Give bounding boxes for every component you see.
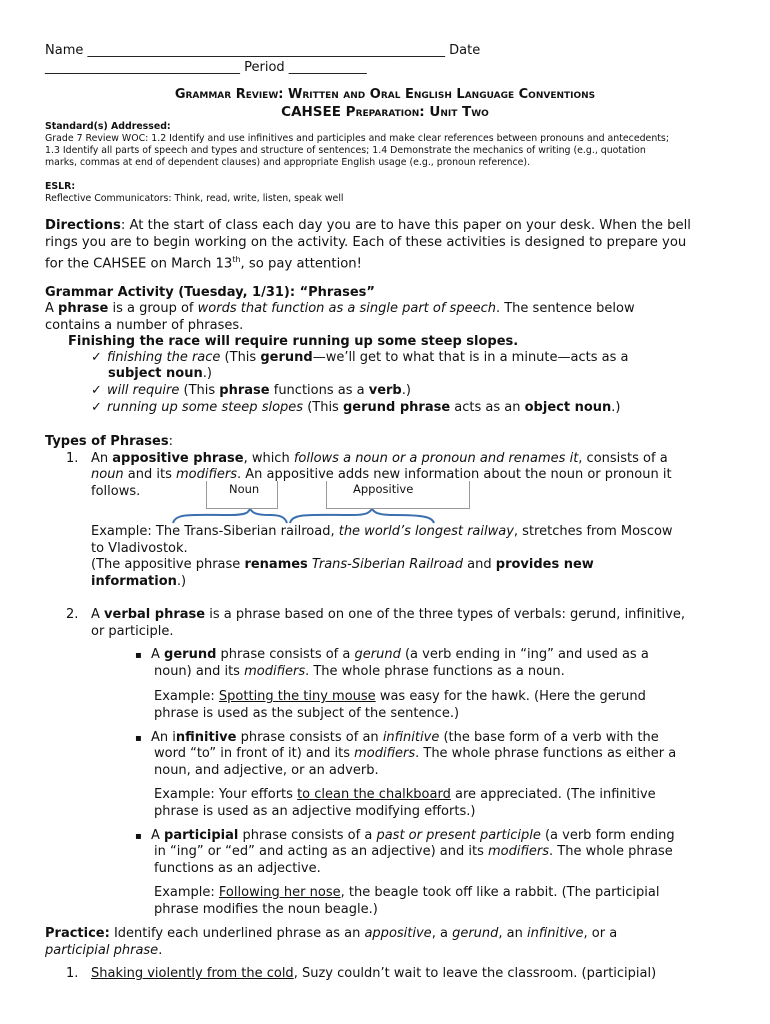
text: , consists of a bbox=[578, 451, 668, 466]
appositive-note bbox=[91, 556, 594, 573]
text: (This bbox=[220, 350, 261, 365]
check-icon: ✓ bbox=[91, 350, 102, 365]
verbal-line-2: or participle. bbox=[91, 624, 174, 639]
square-bullet-icon: ▪ bbox=[135, 831, 142, 842]
appositive-example-cont: to Vladivostok. bbox=[91, 541, 188, 556]
text: A bbox=[151, 828, 165, 843]
text: was easy for the hawk. (Here the gerund bbox=[375, 689, 646, 704]
practice-instructions bbox=[45, 925, 617, 942]
text: gerund phrase bbox=[342, 400, 451, 415]
phrase-definition-cont: contains a number of phrases. bbox=[45, 318, 244, 333]
directions-text: , so pay attention! bbox=[240, 256, 362, 272]
text: finishing the race bbox=[107, 350, 221, 365]
title-line-2: CAHSEE Preparation: Unit Two bbox=[281, 104, 489, 120]
phrase-definition bbox=[45, 300, 635, 317]
text: (a verb form ending bbox=[540, 828, 675, 843]
text: , Suzy couldn’t wait to leave the classroom. (participial) bbox=[293, 966, 657, 981]
gerund-example bbox=[154, 688, 646, 705]
text: verbal phrase bbox=[104, 607, 206, 622]
appositive-line-1 bbox=[91, 450, 668, 467]
period-line: ______________________________ Period ____________ bbox=[45, 60, 367, 75]
text: Following her nose bbox=[218, 885, 341, 900]
text: to clean the chalkboard bbox=[297, 787, 451, 802]
gerund-example-cont: phrase is used as the subject of the sentence.) bbox=[154, 706, 460, 721]
infinitive-example-cont: phrase is used as an adjective modifying efforts.) bbox=[154, 804, 476, 819]
text: , which bbox=[243, 451, 294, 466]
list-number: 1. bbox=[66, 966, 79, 981]
standards-line: marks, commas at end of dependent clauses) and appropriate English usage (e.g., pronoun reference). bbox=[45, 157, 531, 168]
text: gerund bbox=[164, 647, 217, 662]
text: Types of Phrases bbox=[45, 434, 169, 449]
standards-line: 1.3 Identify all parts of speech and types and structure of sentences; 1.4 Demonstrate the mechanics of writing (e.g., quotation bbox=[45, 145, 646, 156]
list-number: 2. bbox=[66, 607, 79, 622]
text: words that function as a single part of speech bbox=[197, 301, 496, 316]
text: phrase bbox=[58, 301, 109, 316]
text: Identify each underlined phrase as an bbox=[109, 926, 365, 941]
text: is a group of bbox=[108, 301, 198, 316]
gerund-line-2 bbox=[154, 663, 565, 680]
practice-label: Practice: bbox=[45, 926, 110, 941]
appositive-label: Appositive bbox=[353, 482, 414, 496]
text: appositive phrase bbox=[112, 451, 244, 466]
directions-text: : At the start of class each day you are to have this paper on your desk. When the bell bbox=[120, 218, 691, 233]
text: will require bbox=[107, 383, 180, 398]
text: gerund bbox=[260, 350, 313, 365]
directions-line-3 bbox=[45, 251, 362, 272]
text: —we’ll get to what that is in a minute—acts as a bbox=[312, 350, 629, 365]
infinitive-line-2 bbox=[154, 745, 676, 762]
infinitive-example bbox=[154, 786, 656, 803]
text: and bbox=[463, 557, 496, 572]
text: .) bbox=[611, 400, 621, 415]
text: Example: bbox=[154, 689, 219, 704]
text: .) bbox=[401, 383, 411, 398]
check-item-cont bbox=[108, 365, 212, 382]
text: phrase bbox=[219, 383, 270, 398]
text: past or present participle bbox=[376, 828, 541, 843]
verbal-line-1 bbox=[91, 606, 685, 623]
directions-label: Directions bbox=[45, 218, 121, 233]
text: Trans-Siberian Railroad bbox=[307, 557, 464, 572]
text: (This bbox=[303, 400, 343, 415]
check-item bbox=[91, 349, 628, 366]
text: the world’s longest railway bbox=[338, 524, 514, 539]
directions-line-2: rings you are to begin working on the activity. Each of these activities is designed to prepare you bbox=[45, 235, 687, 250]
underlined-phrase: Shaking violently from the cold bbox=[91, 966, 294, 981]
participial-example-cont: phrase modifies the noun beagle.) bbox=[154, 902, 378, 917]
text: participial bbox=[164, 828, 239, 843]
superscript: th bbox=[232, 255, 241, 264]
text: , the beagle took off like a rabbit. (The participial bbox=[340, 885, 660, 900]
text: word “to” in front of it) and its bbox=[154, 746, 355, 761]
text: Spotting the tiny mouse bbox=[218, 689, 376, 704]
text: information bbox=[91, 574, 177, 589]
text: renames bbox=[244, 557, 308, 572]
directions-line-1 bbox=[45, 217, 691, 234]
name-date-line: Name _______________________________________________________ Date bbox=[45, 43, 481, 58]
check-item bbox=[91, 399, 621, 416]
text: , an bbox=[498, 926, 527, 941]
text: . The whole phrase functions as either a bbox=[415, 746, 677, 761]
text: follows a noun or a pronoun and renames it bbox=[293, 451, 579, 466]
text: gerund bbox=[452, 926, 499, 941]
appositive-line-3: follows. bbox=[91, 484, 141, 499]
text: , or a bbox=[583, 926, 618, 941]
text: are appreciated. (The infinitive bbox=[450, 787, 656, 802]
text: verb bbox=[368, 383, 402, 398]
text: An i bbox=[151, 730, 176, 745]
text: participial phrase bbox=[45, 943, 159, 958]
text: . An appositive adds new information about the noun or pronoun it bbox=[237, 467, 672, 482]
text: A bbox=[151, 647, 165, 662]
appositive-example bbox=[91, 523, 673, 540]
standards-label: Standard(s) Addressed: bbox=[45, 121, 171, 132]
text: Example: Your efforts bbox=[154, 787, 298, 802]
text: . bbox=[158, 943, 163, 958]
text: Example: bbox=[154, 885, 219, 900]
title-line-1: Grammar Review: Written and Oral English Language Conventions bbox=[174, 87, 596, 102]
text: modifiers bbox=[244, 664, 306, 679]
text: . The whole phrase functions as a noun. bbox=[305, 664, 565, 679]
example-sentence: Finishing the race will require running up some steep slopes. bbox=[68, 334, 519, 349]
gerund-line-1 bbox=[135, 646, 649, 664]
directions-text: for the CAHSEE on March 13 bbox=[45, 256, 233, 272]
text: gerund bbox=[354, 647, 401, 662]
participial-line-2 bbox=[154, 843, 673, 860]
text: object noun bbox=[524, 400, 612, 415]
text: is a phrase based on one of the three types of verbals: gerund, infinitive, bbox=[205, 607, 685, 622]
text: running up some steep slopes bbox=[107, 400, 304, 415]
participial-line-3: functions as an adjective. bbox=[154, 861, 321, 876]
text: (a verb ending in “ing” and used as a bbox=[400, 647, 649, 662]
standards-line: Grade 7 Review WOC: 1.2 Identify and use infinitives and participles and make clear references between pronouns and antecedents; bbox=[45, 133, 669, 144]
text: functions as a bbox=[269, 383, 369, 398]
text: .) bbox=[176, 574, 187, 589]
appositive-label-box bbox=[326, 481, 470, 509]
list-number: 1. bbox=[66, 451, 79, 466]
text: appositive bbox=[364, 926, 432, 941]
text: in “ing” or “ed” and acting as an adjective) and its bbox=[154, 844, 489, 859]
text: noun bbox=[91, 467, 124, 482]
text: (This bbox=[179, 383, 220, 398]
noun-label-box bbox=[206, 481, 278, 509]
text: (The appositive phrase bbox=[91, 557, 245, 572]
check-icon: ✓ bbox=[91, 383, 102, 398]
check-item bbox=[91, 382, 411, 399]
square-bullet-icon: ▪ bbox=[135, 733, 142, 744]
text: and its bbox=[123, 467, 177, 482]
types-heading bbox=[45, 433, 173, 450]
text: , a bbox=[431, 926, 453, 941]
practice-question-1 bbox=[91, 965, 656, 982]
text: A bbox=[45, 301, 59, 316]
text: , stretches from Moscow bbox=[513, 524, 673, 539]
noun-label: Noun bbox=[229, 482, 260, 496]
text: phrase consists of a bbox=[216, 647, 355, 662]
text: modifiers bbox=[176, 467, 238, 482]
text: Example: The Trans-Siberian railroad, bbox=[91, 524, 339, 539]
text: subject noun bbox=[108, 366, 203, 381]
participial-example bbox=[154, 884, 659, 901]
square-bullet-icon: ▪ bbox=[135, 650, 142, 661]
text: : bbox=[168, 434, 173, 449]
activity-heading: Grammar Activity (Tuesday, 1/31): “Phrases” bbox=[45, 285, 375, 300]
infinitive-line-3: noun, and adjective, or an adverb. bbox=[154, 763, 379, 778]
appositive-note-cont bbox=[91, 573, 186, 590]
text: . The sentence below bbox=[495, 301, 635, 316]
text: infinitive bbox=[527, 926, 584, 941]
text: . The whole phrase bbox=[549, 844, 673, 859]
text: phrase consists of a bbox=[238, 828, 377, 843]
text: An bbox=[91, 451, 113, 466]
eslr-label: ESLR: bbox=[45, 181, 76, 192]
text: noun) and its bbox=[154, 664, 245, 679]
text: (the base form of a verb with the bbox=[439, 730, 659, 745]
eslr-text: Reflective Communicators: Think, read, write, listen, speak well bbox=[45, 193, 344, 204]
text: .) bbox=[202, 366, 212, 381]
text: acts as an bbox=[450, 400, 525, 415]
practice-instructions-cont bbox=[45, 942, 162, 959]
appositive-brace bbox=[290, 509, 434, 523]
text: phrase consists of an bbox=[236, 730, 383, 745]
check-icon: ✓ bbox=[91, 400, 102, 415]
text: nfinitive bbox=[175, 730, 237, 745]
text: A bbox=[91, 607, 105, 622]
noun-brace bbox=[173, 509, 287, 523]
text: provides new bbox=[495, 557, 594, 572]
text: modifiers bbox=[354, 746, 416, 761]
text: modifiers bbox=[488, 844, 550, 859]
text: infinitive bbox=[382, 730, 440, 745]
